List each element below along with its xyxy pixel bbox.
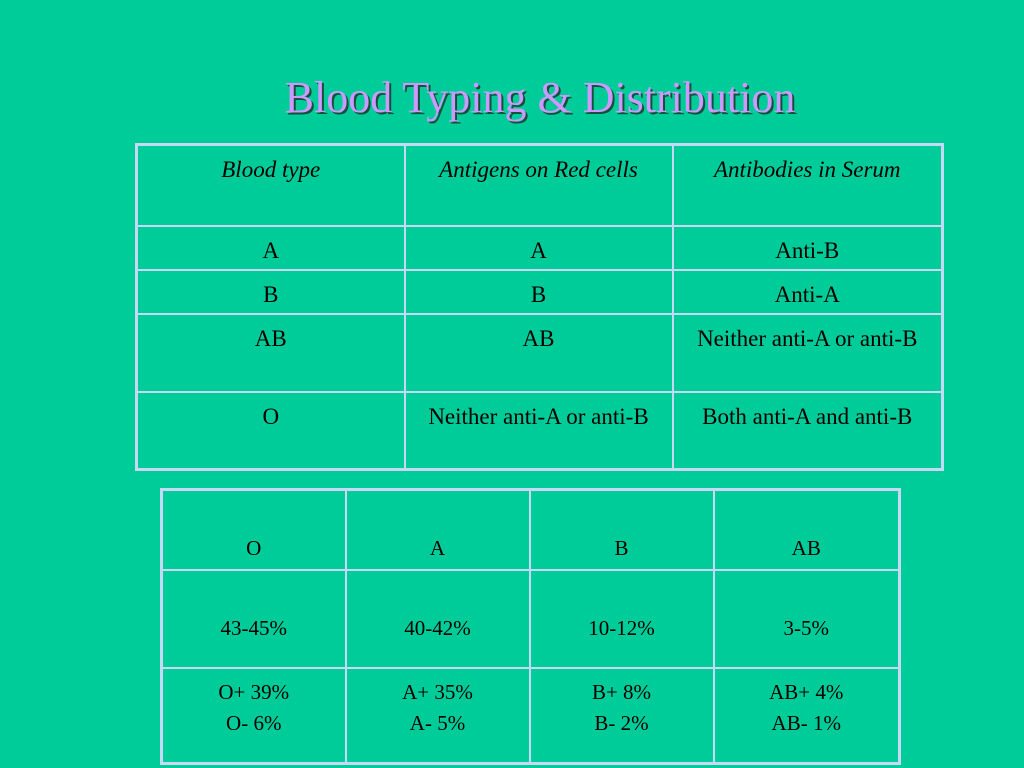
rh-negative-value: O- 6% xyxy=(226,710,282,735)
table-row xyxy=(137,270,943,314)
rh-cell xyxy=(714,668,900,764)
rh-cell xyxy=(530,668,714,764)
rh-cell xyxy=(162,668,346,764)
header-cell-ab: AB xyxy=(714,490,900,570)
percentage-cell: 40-42% xyxy=(346,570,530,668)
table-cell: Both anti-A and anti-B xyxy=(673,392,943,470)
header-cell-blood-type: Blood type xyxy=(137,145,405,226)
table-cell: Anti-A xyxy=(673,270,943,314)
header-cell-o: O xyxy=(162,490,346,570)
table-cell: A xyxy=(405,226,673,270)
rh-positive-value: B+ 8% xyxy=(591,679,652,704)
table-cell: Neither anti-A or anti-B xyxy=(673,314,943,392)
percentage-cell: 43-45% xyxy=(162,570,346,668)
table-cell: A xyxy=(137,226,405,270)
table-cell: AB xyxy=(137,314,405,392)
rh-positive-value: A+ 35% xyxy=(402,679,473,704)
table-row xyxy=(137,392,943,470)
blood-type-distribution-table xyxy=(160,488,901,765)
table-header-row xyxy=(137,145,943,226)
table-cell: O xyxy=(137,392,405,470)
rh-negative-value: B- 2% xyxy=(594,710,649,735)
percentage-cell: 10-12% xyxy=(530,570,714,668)
rh-negative-value: AB- 1% xyxy=(771,710,841,735)
rh-cell xyxy=(346,668,530,764)
rh-negative-value: A- 5% xyxy=(409,710,466,735)
table-cell: Neither anti-A or anti-B xyxy=(405,392,673,470)
header-cell-antibodies: Antibodies in Serum xyxy=(673,145,943,226)
table-row xyxy=(137,226,943,270)
table-row xyxy=(162,570,900,668)
table-cell: AB xyxy=(405,314,673,392)
header-cell-a: A xyxy=(346,490,530,570)
percentage-cell: 3-5% xyxy=(714,570,900,668)
header-cell-antigens: Antigens on Red cells xyxy=(405,145,673,226)
slide-title: Blood Typing & Distribution xyxy=(284,73,796,122)
table-cell: B xyxy=(405,270,673,314)
table-header-row xyxy=(162,490,900,570)
table-row xyxy=(137,314,943,392)
rh-positive-value: AB+ 4% xyxy=(769,679,844,704)
table-row xyxy=(162,668,900,764)
table-cell: Anti-B xyxy=(673,226,943,270)
rh-positive-value: O+ 39% xyxy=(218,679,290,704)
table-cell: B xyxy=(137,270,405,314)
header-cell-b: B xyxy=(530,490,714,570)
antigen-antibody-table xyxy=(135,143,944,471)
